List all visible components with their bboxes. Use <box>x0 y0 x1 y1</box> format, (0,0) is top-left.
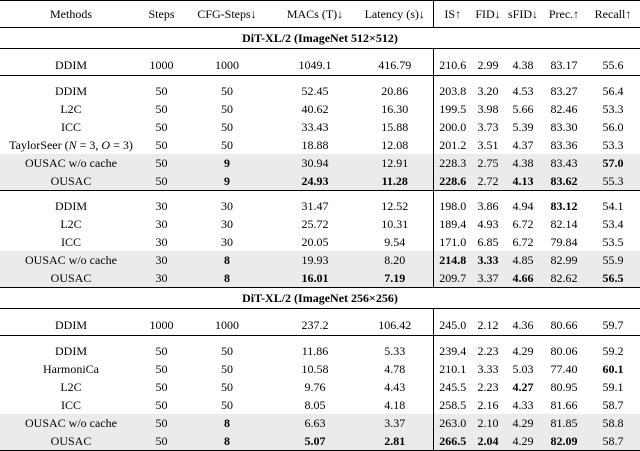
cell-precision: 80.06 <box>550 344 578 358</box>
table-row <box>0 414 640 432</box>
cell-steps: 50 <box>142 432 181 451</box>
cell-steps: 50 <box>142 154 181 172</box>
cell-method: DDIM <box>55 199 87 213</box>
cell-precision: 82.99 <box>542 251 586 269</box>
cell-cfg-steps: 50 <box>221 344 233 358</box>
table-row <box>0 378 640 396</box>
cell-is: 209.7 <box>433 269 472 288</box>
table-row <box>0 154 640 172</box>
table-row <box>0 100 640 118</box>
table-row <box>0 197 640 215</box>
cell-method: L2C <box>60 217 82 231</box>
cell-precision: 81.66 <box>550 398 578 412</box>
cell-is: 210.1 <box>433 360 472 378</box>
cell-method: ICC <box>60 398 81 412</box>
cell-method: DDIM <box>0 315 142 336</box>
cell-method: ICC <box>60 120 81 134</box>
cell-latency: 7.19 <box>357 269 433 288</box>
cell-is: 214.8 <box>433 251 472 269</box>
table-row <box>0 82 640 100</box>
cell-method: L2C <box>60 102 82 116</box>
cell-steps: 50 <box>155 380 168 394</box>
cell-latency: 12.08 <box>381 138 409 152</box>
cell-fid: 2.99 <box>472 55 504 76</box>
header-latency: Latency (s)↓ <box>357 1 433 28</box>
cell-sfid: 4.85 <box>504 251 542 269</box>
cell-latency: 16.30 <box>381 102 409 116</box>
cell-steps: 30 <box>155 217 168 231</box>
cell-latency: 9.54 <box>384 235 406 249</box>
cell-method: OUSAC <box>0 432 142 451</box>
cell-fid: 2.04 <box>472 432 504 451</box>
cell-fid: 3.33 <box>472 251 504 269</box>
cell-sfid: 4.37 <box>512 138 534 152</box>
cell-steps: 50 <box>155 102 168 116</box>
cell-latency: 10.31 <box>381 217 409 231</box>
cell-latency: 12.91 <box>357 154 433 172</box>
header-methods: Methods <box>0 1 142 28</box>
cell-macs: 20.05 <box>301 235 329 249</box>
cell-steps: 50 <box>155 120 168 134</box>
cell-precision: 83.12 <box>550 199 578 213</box>
table-row <box>0 315 640 336</box>
cell-latency: 11.28 <box>357 172 433 191</box>
cell-is: 239.4 <box>433 342 472 360</box>
cell-cfg-steps: 30 <box>221 199 233 213</box>
cell-recall: 55.6 <box>586 55 640 76</box>
cell-sfid: 5.39 <box>512 120 534 134</box>
cell-method: OUSAC w/o cache <box>0 414 142 432</box>
cell-recall: 56.5 <box>586 269 640 288</box>
cell-precision: 83.62 <box>542 172 586 191</box>
cell-steps: 30 <box>155 199 168 213</box>
cell-method: OUSAC <box>0 269 142 288</box>
cell-precision: 82.14 <box>550 217 578 231</box>
cell-fid: 2.10 <box>472 414 504 432</box>
cell-recall: 57.0 <box>586 154 640 172</box>
cell-recall: 58.7 <box>586 432 640 451</box>
cell-steps: 50 <box>142 414 181 432</box>
cell-fid: 4.93 <box>477 217 499 231</box>
cell-sfid: 4.29 <box>504 432 542 451</box>
cell-macs: 10.58 <box>301 362 329 376</box>
cell-macs: 25.72 <box>301 217 329 231</box>
cell-cfg-steps: 1000 <box>181 55 273 76</box>
cell-fid: 3.86 <box>477 199 499 213</box>
cell-sfid: 6.72 <box>512 235 534 249</box>
cell-fid: 3.98 <box>477 102 499 116</box>
cell-is: 266.5 <box>433 432 472 451</box>
cell-macs: 6.63 <box>273 414 357 432</box>
cell-is: 245.0 <box>433 315 472 336</box>
cell-sfid: 4.53 <box>512 84 534 98</box>
cell-cfg-steps: 1000 <box>181 315 273 336</box>
cell-macs: 24.93 <box>273 172 357 191</box>
cell-macs: 1049.1 <box>273 55 357 76</box>
cell-recall: 60.1 <box>602 362 624 376</box>
cell-macs: 16.01 <box>273 269 357 288</box>
cell-steps: 50 <box>155 362 168 376</box>
cell-steps: 1000 <box>142 315 181 336</box>
cell-steps: 50 <box>155 398 168 412</box>
cell-macs: 40.62 <box>301 102 329 116</box>
cell-precision: 82.09 <box>542 432 586 451</box>
cell-macs: 33.43 <box>301 120 329 134</box>
cell-macs: 8.05 <box>304 398 326 412</box>
cell-fid: 3.33 <box>477 362 499 376</box>
table-row <box>0 342 640 360</box>
cell-is: 263.0 <box>433 414 472 432</box>
cell-cfg-steps: 30 <box>221 217 233 231</box>
cell-steps: 50 <box>155 84 168 98</box>
cell-recall: 53.3 <box>602 102 624 116</box>
cell-method: HarmoniCa <box>43 362 99 376</box>
section-title-row <box>0 288 640 309</box>
cell-latency: 4.78 <box>384 362 406 376</box>
cell-method: OUSAC w/o cache <box>0 251 142 269</box>
cell-macs: 31.47 <box>301 199 329 213</box>
section-title: DiT-XL/2 (ImageNet 256×256) <box>0 288 640 309</box>
cell-cfg-steps: 50 <box>221 380 233 394</box>
table-row <box>0 233 640 251</box>
cell-cfg-steps: 9 <box>181 172 273 191</box>
cell-method: OUSAC w/o cache <box>0 154 142 172</box>
cell-is: 171.0 <box>433 233 472 251</box>
cell-latency: 8.20 <box>357 251 433 269</box>
cell-cfg-steps: 50 <box>221 84 233 98</box>
cell-method: DDIM <box>0 55 142 76</box>
cell-recall: 53.3 <box>602 138 624 152</box>
table-row <box>0 432 640 451</box>
cell-recall: 55.9 <box>586 251 640 269</box>
cell-cfg-steps: 50 <box>221 362 233 376</box>
table-row <box>0 55 640 76</box>
cell-sfid: 6.72 <box>512 217 534 231</box>
cell-precision: 80.95 <box>550 380 578 394</box>
cell-fid: 3.37 <box>472 269 504 288</box>
cell-recall: 59.2 <box>602 344 624 358</box>
cell-latency: 4.18 <box>384 398 406 412</box>
cell-recall: 53.4 <box>602 217 624 231</box>
cell-fid: 2.16 <box>477 398 499 412</box>
table-row <box>0 118 640 136</box>
cell-cfg-steps: 8 <box>181 269 273 288</box>
cell-method: TaylorSeer (N = 3, O = 3) <box>9 138 133 152</box>
cell-cfg-steps: 8 <box>181 432 273 451</box>
cell-sfid: 5.66 <box>512 102 534 116</box>
cell-fid: 2.72 <box>472 172 504 191</box>
cell-method: OUSAC <box>0 172 142 191</box>
cell-is: 199.5 <box>433 100 472 118</box>
cell-precision: 83.27 <box>550 84 578 98</box>
cell-precision: 83.36 <box>550 138 578 152</box>
cell-precision: 83.43 <box>542 154 586 172</box>
cell-sfid: 4.38 <box>504 55 542 76</box>
header-fid: FID↓ <box>472 1 504 28</box>
cell-is: 228.6 <box>433 172 472 191</box>
cell-macs: 19.93 <box>273 251 357 269</box>
cell-fid: 3.51 <box>477 138 499 152</box>
cell-fid: 3.73 <box>477 120 499 134</box>
cell-macs: 52.45 <box>301 84 329 98</box>
cell-precision: 81.85 <box>542 414 586 432</box>
cell-fid: 2.23 <box>477 380 499 394</box>
cell-fid: 2.12 <box>472 315 504 336</box>
cell-macs: 9.76 <box>304 380 326 394</box>
cell-recall: 58.7 <box>602 398 624 412</box>
cell-latency: 106.42 <box>357 315 433 336</box>
cell-precision: 82.46 <box>550 102 578 116</box>
cell-sfid: 4.94 <box>512 199 534 213</box>
cell-sfid: 4.33 <box>512 398 534 412</box>
section-title: DiT-XL/2 (ImageNet 512×512) <box>0 28 640 49</box>
cell-latency: 5.33 <box>384 344 406 358</box>
cell-precision: 77.40 <box>550 362 578 376</box>
cell-steps: 30 <box>142 251 181 269</box>
cell-latency: 3.37 <box>357 414 433 432</box>
cell-recall: 56.0 <box>602 120 624 134</box>
cell-latency: 15.88 <box>381 120 409 134</box>
cell-is: 245.5 <box>433 378 472 396</box>
cell-steps: 50 <box>155 344 168 358</box>
table-row <box>0 360 640 378</box>
header-steps: Steps <box>142 1 181 28</box>
cell-cfg-steps: 50 <box>221 120 233 134</box>
cell-sfid: 4.27 <box>512 380 534 394</box>
cell-recall: 53.5 <box>602 235 624 249</box>
cell-cfg-steps: 30 <box>221 235 233 249</box>
cell-latency: 416.79 <box>357 55 433 76</box>
cell-latency: 20.86 <box>381 84 409 98</box>
cell-cfg-steps: 50 <box>221 398 233 412</box>
cell-cfg-steps: 9 <box>181 154 273 172</box>
header-macs: MACs (T)↓ <box>273 1 357 28</box>
cell-cfg-steps: 50 <box>221 138 233 152</box>
cell-sfid: 5.03 <box>512 362 534 376</box>
cell-steps: 30 <box>142 269 181 288</box>
cell-latency: 4.43 <box>384 380 406 394</box>
cell-cfg-steps: 8 <box>181 251 273 269</box>
cell-precision: 80.66 <box>542 315 586 336</box>
cell-precision: 82.62 <box>542 269 586 288</box>
cell-macs: 237.2 <box>273 315 357 336</box>
cell-method: DDIM <box>55 84 87 98</box>
cell-recall: 59.7 <box>586 315 640 336</box>
cell-is: 228.3 <box>433 154 472 172</box>
cell-method: ICC <box>60 235 81 249</box>
cell-method: L2C <box>60 380 82 394</box>
cell-precision: 83.30 <box>550 120 578 134</box>
cell-sfid: 4.29 <box>512 344 534 358</box>
section-title-row <box>0 28 640 49</box>
cell-sfid: 4.13 <box>504 172 542 191</box>
cell-is: 198.0 <box>433 197 472 215</box>
cell-precision: 83.17 <box>542 55 586 76</box>
header-is: IS↑ <box>433 1 472 28</box>
cell-method: DDIM <box>55 344 87 358</box>
cell-is: 203.8 <box>433 82 472 100</box>
cell-is: 201.2 <box>433 136 472 154</box>
header-sfid: sFID↓ <box>504 1 542 28</box>
cell-recall: 58.8 <box>586 414 640 432</box>
header-recall: Recall↑ <box>586 1 640 28</box>
cell-fid: 6.85 <box>477 235 499 249</box>
cell-steps: 30 <box>155 235 168 249</box>
cell-sfid: 4.29 <box>504 414 542 432</box>
header-precision: Prec.↑ <box>542 1 586 28</box>
cell-fid: 2.23 <box>477 344 499 358</box>
cell-fid: 3.20 <box>477 84 499 98</box>
cell-cfg-steps: 8 <box>181 414 273 432</box>
table-row <box>0 136 640 154</box>
cell-is: 189.4 <box>433 215 472 233</box>
cell-sfid: 4.66 <box>504 269 542 288</box>
header-cfg-steps: CFG-Steps↓ <box>181 1 273 28</box>
cell-latency: 12.52 <box>381 199 409 213</box>
cell-steps: 50 <box>142 172 181 191</box>
cell-steps: 50 <box>155 138 168 152</box>
table-row <box>0 215 640 233</box>
cell-recall: 55.3 <box>586 172 640 191</box>
cell-recall: 54.1 <box>602 199 624 213</box>
cell-macs: 5.07 <box>273 432 357 451</box>
table-body <box>0 1 640 451</box>
cell-cfg-steps: 50 <box>221 102 233 116</box>
cell-macs: 30.94 <box>273 154 357 172</box>
header-row <box>0 1 640 28</box>
cell-latency: 2.81 <box>357 432 433 451</box>
cell-recall: 56.4 <box>602 84 624 98</box>
table-row <box>0 396 640 414</box>
cell-is: 258.5 <box>433 396 472 414</box>
cell-macs: 18.88 <box>301 138 329 152</box>
cell-sfid: 4.36 <box>504 315 542 336</box>
cell-precision: 79.84 <box>550 235 578 249</box>
cell-sfid: 4.38 <box>504 154 542 172</box>
cell-macs: 11.86 <box>301 344 329 358</box>
table-row <box>0 251 640 269</box>
cell-is: 200.0 <box>433 118 472 136</box>
cell-fid: 2.75 <box>472 154 504 172</box>
cell-steps: 1000 <box>142 55 181 76</box>
cell-recall: 59.1 <box>602 380 624 394</box>
cell-is: 210.6 <box>433 55 472 76</box>
table-row <box>0 269 640 288</box>
table-row <box>0 172 640 191</box>
